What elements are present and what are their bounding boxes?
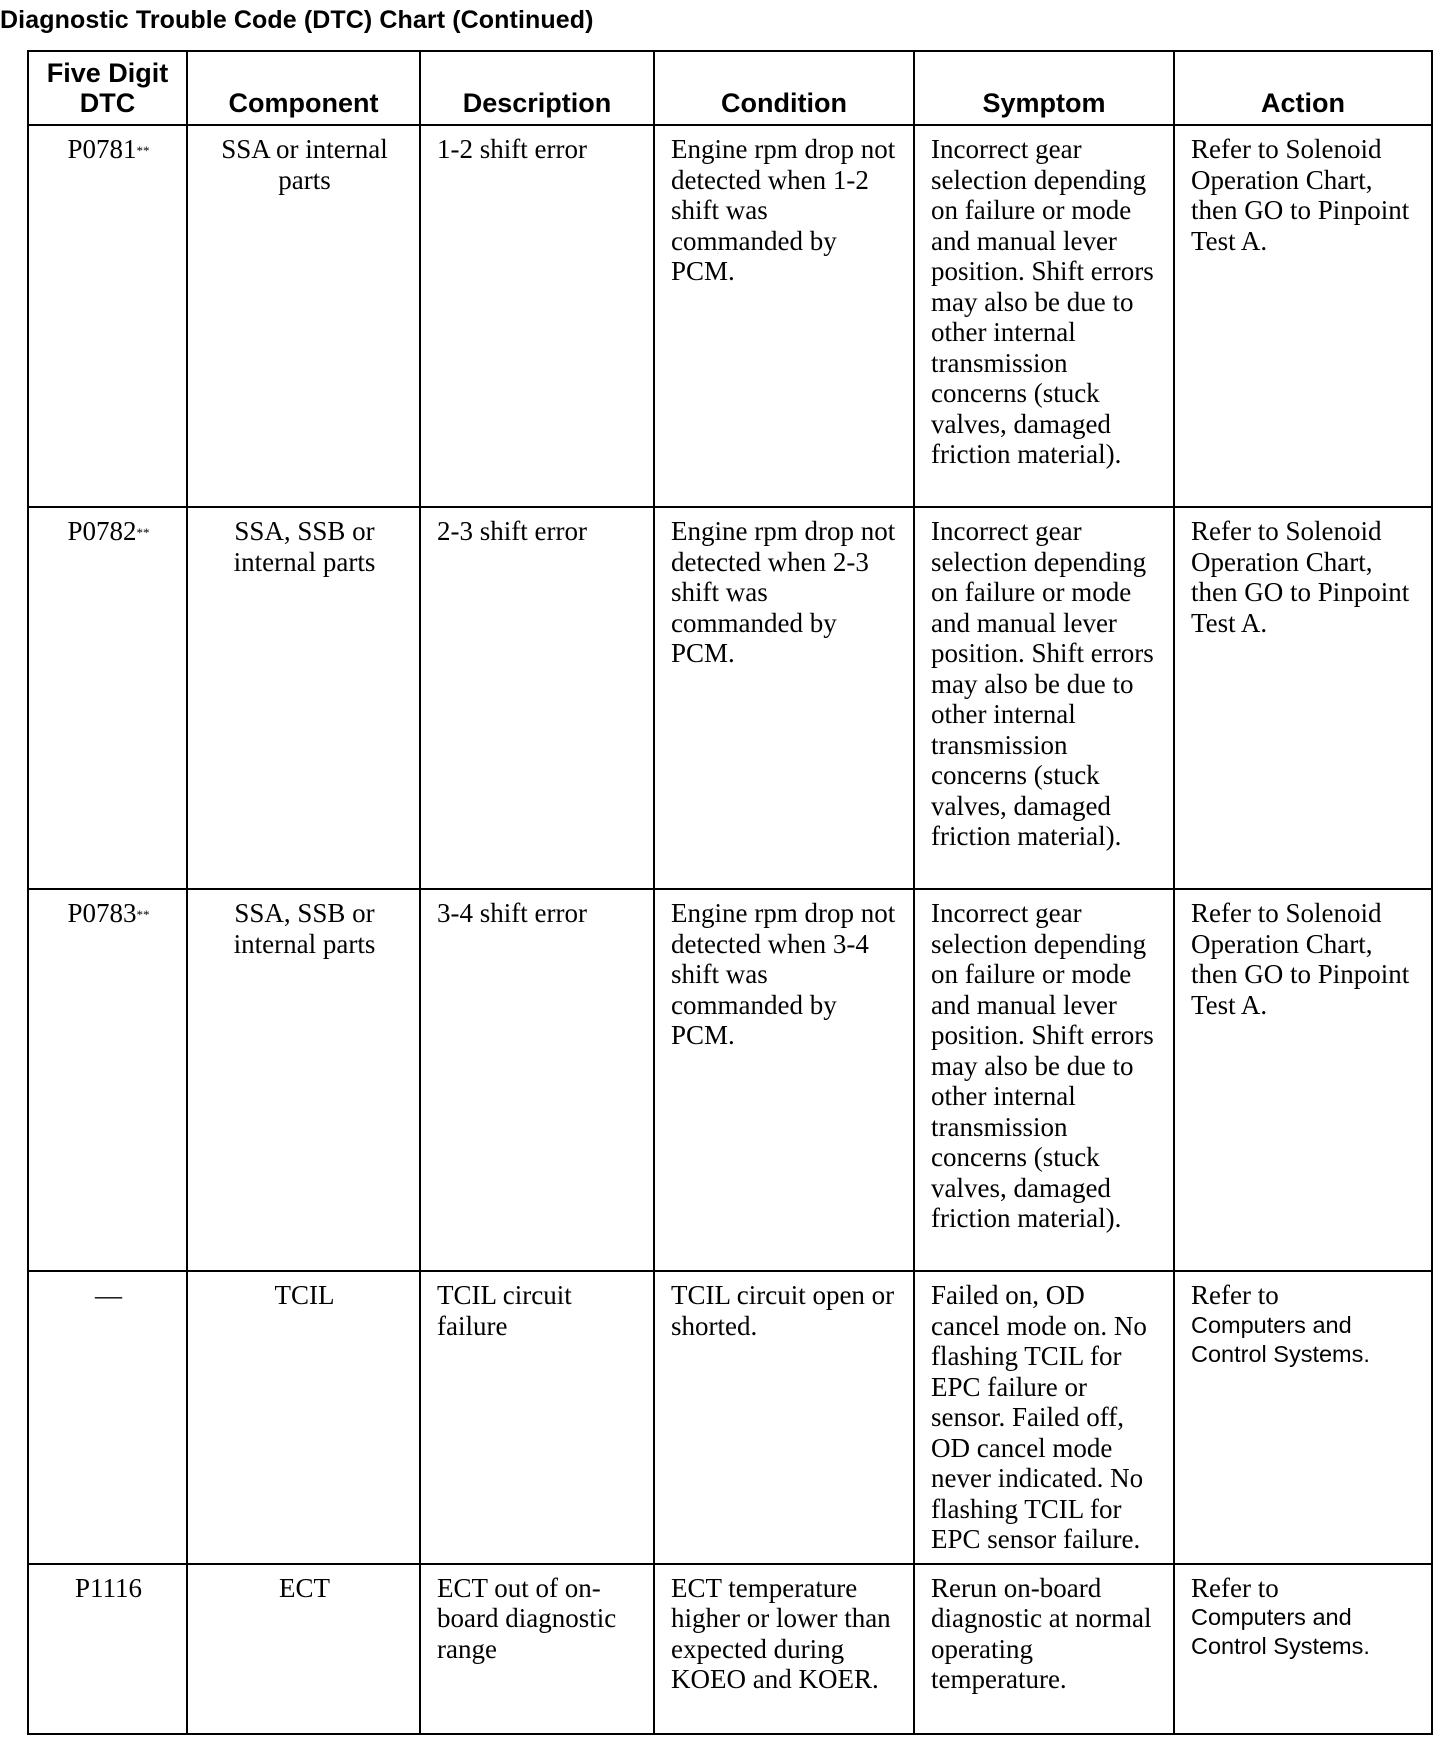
symptom-cell: Failed on, OD cancel mode on. No flashing TCIL for EPC failure or sensor. Failed off, OD cancel mode never indicated. No flashing TCIL for EPC sensor failure. xyxy=(914,1271,1174,1564)
dtc-cell xyxy=(28,125,187,507)
symptom-cell: Incorrect gear selection depending on failure or mode and manual lever position. Shift errors may also be due to other internal transmission concerns (stuck valves, damaged friction material). xyxy=(914,125,1174,507)
action-cell xyxy=(1174,1564,1432,1734)
table-row xyxy=(28,889,1432,1271)
header-component: Component xyxy=(187,51,420,125)
action-cell xyxy=(1174,1271,1432,1564)
condition-cell: Engine rpm drop not detected when 3-4 shift was commanded by PCM. xyxy=(654,889,914,1271)
condition-cell: Engine rpm drop not detected when 1-2 shift was commanded by PCM. xyxy=(654,125,914,507)
description-cell: 3-4 shift error xyxy=(420,889,654,1271)
component-cell: TCIL xyxy=(187,1271,420,1564)
dtc-cell xyxy=(28,889,187,1271)
condition-cell: Engine rpm drop not detected when 2-3 shift was commanded by PCM. xyxy=(654,507,914,889)
condition-cell: ECT temperature higher or lower than expected during KOEO and KOER. xyxy=(654,1564,914,1734)
dtc-code: P1116 xyxy=(74,1572,142,1603)
component-cell: SSA or internal parts xyxy=(187,125,420,507)
header-description: Description xyxy=(420,51,654,125)
component-cell: SSA, SSB or internal parts xyxy=(187,889,420,1271)
action-text: Refer to Solenoid Operation Chart, then GO to Pinpoint Test A. xyxy=(1191,134,1410,256)
dtc-footnote-mark: ** xyxy=(136,525,150,540)
description-cell: 1-2 shift error xyxy=(420,125,654,507)
header-row xyxy=(28,51,1432,125)
dtc-code: P0783 xyxy=(67,898,137,928)
header-action: Action xyxy=(1174,51,1432,125)
symptom-cell: Incorrect gear selection depending on failure or mode and manual lever position. Shift errors may also be due to other internal transmission concerns (stuck valves, damaged friction material). xyxy=(914,889,1174,1271)
description-cell: 2-3 shift error xyxy=(420,507,654,889)
symptom-cell: Rerun on-board diagnostic at normal operating temperature. xyxy=(914,1564,1174,1734)
dtc-code: P0782 xyxy=(67,516,137,546)
condition-cell: TCIL circuit open or shorted. xyxy=(654,1271,914,1564)
dtc-cell xyxy=(28,1271,187,1564)
dtc-code: P0781 xyxy=(67,134,137,164)
action-text: Refer to xyxy=(1191,1572,1279,1603)
action-cell xyxy=(1174,125,1432,507)
action-text: Refer to xyxy=(1191,1280,1279,1310)
table-row xyxy=(28,1564,1432,1734)
dtc-code: — xyxy=(95,1280,122,1310)
action-cell xyxy=(1174,507,1432,889)
dtc-table xyxy=(27,50,1433,1735)
component-cell: ECT xyxy=(187,1564,420,1734)
component-cell: SSA, SSB or internal parts xyxy=(187,507,420,889)
description-cell: ECT out of on-board diagnostic range xyxy=(420,1564,654,1734)
page-title: Diagnostic Trouble Code (DTC) Chart (Continued) xyxy=(0,6,594,34)
dtc-cell xyxy=(28,507,187,889)
action-text: Refer to Solenoid Operation Chart, then GO to Pinpoint Test A. xyxy=(1191,516,1410,638)
dtc-cell xyxy=(28,1564,187,1734)
header-dtc: Five Digit DTC xyxy=(28,51,187,125)
symptom-cell: Incorrect gear selection depending on failure or mode and manual lever position. Shift errors may also be due to other internal transmission concerns (stuck valves, damaged friction material). xyxy=(914,507,1174,889)
table-row xyxy=(28,1271,1432,1564)
dtc-footnote-mark: ** xyxy=(136,143,150,158)
header-symptom: Symptom xyxy=(914,51,1174,125)
description-cell: TCIL circuit failure xyxy=(420,1271,654,1564)
action-reference: Computers and Control Systems. xyxy=(1191,1311,1370,1367)
table-row xyxy=(28,125,1432,507)
table-row xyxy=(28,507,1432,889)
action-reference: Computers and Control Systems. xyxy=(1191,1604,1370,1659)
action-cell xyxy=(1174,889,1432,1271)
action-text: Refer to Solenoid Operation Chart, then GO to Pinpoint Test A. xyxy=(1191,898,1410,1020)
dtc-footnote-mark: ** xyxy=(136,907,150,922)
header-condition: Condition xyxy=(654,51,914,125)
